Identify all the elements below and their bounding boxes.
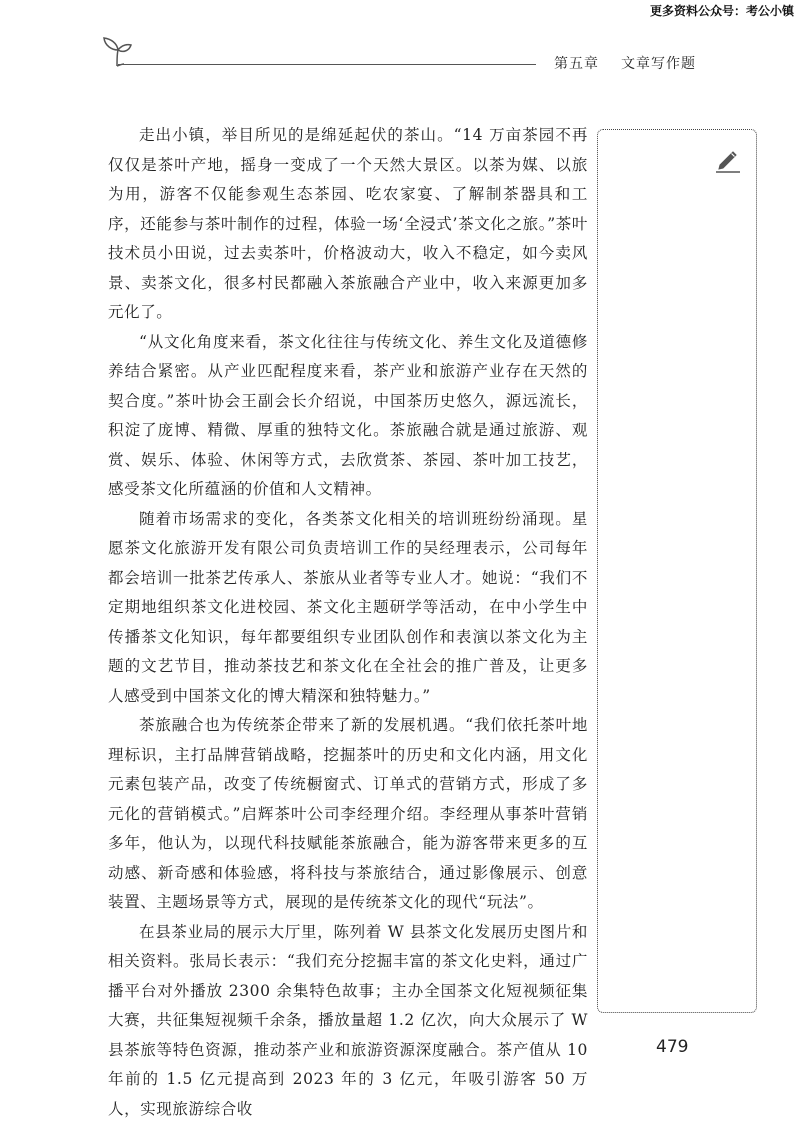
paragraph-4: 茶旅融合也为传统茶企带来了新的发展机遇。“我们依托茶叶地理标识，主打品牌营销战略，挖掘茶叶的历史和文化内涵，用文化元素包装产品，改变了传统橱窗式、订单式的营销方式，形成了多元化的营销模式。”启辉茶叶公司李经理介绍。李经理从事茶叶营销多年，他认为，以现代科技赋能茶旅融合，能为游客带来更多的互动感、新奇感和体验感，将科技与茶旅结合，通过影像展示、创意装置、主题场景等方式，展现的是传统茶文化的现代“玩法”。 <box>108 716 588 911</box>
paragraph-5: 在县茶业局的展示大厅里，陈列着 W 县茶文化发展历史图片和相关资料。张局长表示：“我们充分挖掘丰富的茶文化史料，通过广播平台对外播放 2300 余集特色故事；主办全国茶文化短视频征集大赛，共征集短视频千余条，播放量超 1.2 亿次，向大众展示了 W 县茶旅等特色资源，推动茶产业和旅游资源深度融合。茶产值从 10 年前的 1.5 亿元提高到 2023 年的 3 亿元，年吸引游客 50 万人，实现旅游综合收 <box>108 922 588 1118</box>
sprout-icon <box>100 34 134 68</box>
notes-box <box>597 129 757 1013</box>
page-number: 479 <box>656 1037 689 1057</box>
paragraph-2: “从文化角度来看，茶文化往往与传统文化、养生文化及道德修养结合紧密。从产业匹配程度来看，茶产业和旅游产业存在天然的契合度。”茶叶协会王副会长介绍说，中国茶历史悠久，源远流长，积淀了庞博、精微、厚重的独特文化。茶旅融合就是通过旅游、观赏、娱乐、体验、休闲等方式，去欣赏茶、茶园、茶叶加工技艺，感受茶文化所蕴涵的价值和人文精神。 <box>108 332 588 498</box>
pencil-icon <box>714 146 742 174</box>
paragraph-1: 走出小镇，举目所见的是绵延起伏的茶山。“14 万亩茶园不再仅仅是茶叶产地，摇身一变成了一个天然大景区。以茶为媒、以旅为用，游客不仅能参观生态茶园、吃农家宴、了解制茶器具和工序，还能参与茶叶制作的过程，体验一场‘全浸式’茶文化之旅。”茶叶技术员小田说，过去卖茶叶，价格波动大，收入不稳定，如今卖风景、卖茶文化，很多村民都融入茶旅融合产业中，收入来源更加多元化了。 <box>108 126 588 321</box>
header-rule <box>118 64 536 65</box>
article-body <box>108 121 588 1124</box>
chapter-heading <box>554 53 696 73</box>
watermark: 更多资料公众号：考公小镇 <box>649 4 794 18</box>
chapter-title: 文章写作题 <box>621 56 696 72</box>
chapter-number: 第五章 <box>554 56 599 72</box>
paragraph-3: 随着市场需求的变化，各类茶文化相关的培训班纷纷涌现。星愿茶文化旅游开发有限公司负责培训工作的吴经理表示，公司每年都会培训一批茶艺传承人、茶旅从业者等专业人才。她说：“我们不定期地组织茶文化进校园、茶文化主题研学等活动，在中小学生中传播茶文化知识，每年都要组织专业团队创作和表演以茶文化为主题的文艺节目，推动茶技艺和茶文化在全社会的推广普及，让更多人感受到中国茶文化的博大精深和独特魅力。” <box>108 509 588 705</box>
